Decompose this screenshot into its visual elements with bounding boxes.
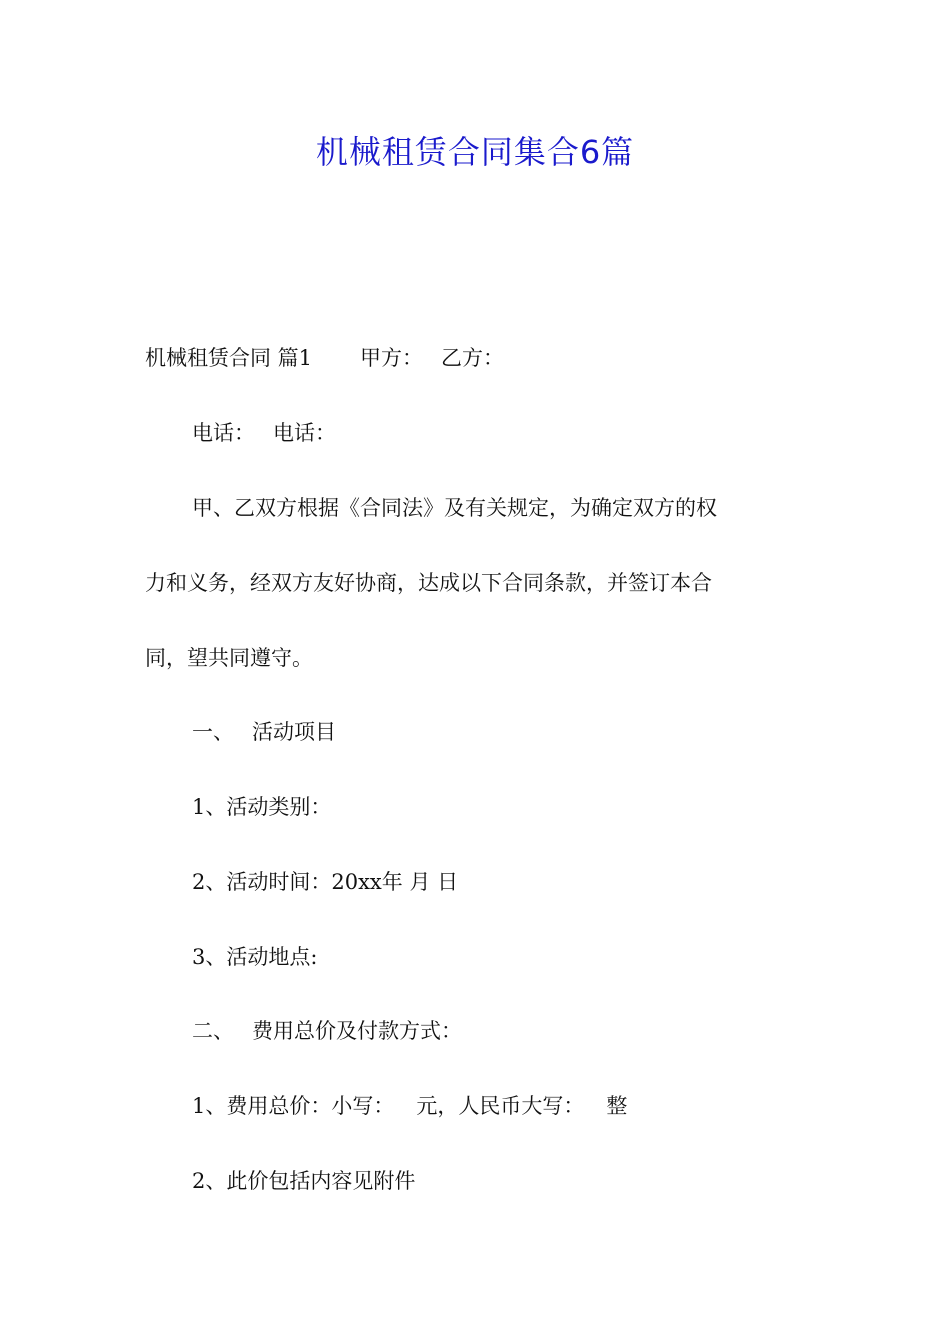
contract-heading-line (145, 343, 815, 373)
price-lowercase-label: 1、费用总价：小写： (192, 1094, 395, 1118)
paragraph-line: 甲、乙双方根据《合同法》及有关规定，为确定双方的权 (192, 496, 717, 520)
contract-section-title: 机械租赁合同 篇1 (145, 346, 313, 370)
document-title: 机械租赁合同集合6篇 (315, 133, 635, 171)
price-suffix: 整 (606, 1094, 628, 1118)
clause-line: 1、活动类别： (192, 795, 332, 819)
clause-line: 3、活动地点: (192, 945, 318, 969)
clause-line (192, 1091, 862, 1121)
party-b-label: 乙方： (441, 346, 505, 370)
section-number: 二、 (192, 1019, 234, 1043)
price-uppercase-label: 元，人民币大写： (416, 1094, 585, 1118)
paragraph-line: 同，望共同遵守。 (145, 646, 313, 670)
section-title: 活动项目 (252, 720, 336, 744)
clause-line: 2、此价包括内容见附件 (192, 1169, 416, 1193)
phone-line (192, 418, 862, 448)
party-b-phone-label: 电话： (273, 421, 336, 445)
party-a-label: 甲方： (360, 346, 424, 370)
section-title: 费用总价及付款方式： (252, 1019, 462, 1043)
section-heading-2 (192, 1016, 862, 1046)
section-heading-1 (192, 717, 862, 747)
section-number: 一、 (192, 720, 234, 744)
clause-line: 2、活动时间：20xx年 月 日 (192, 870, 459, 894)
paragraph-line: 力和义务，经双方友好协商，达成以下合同条款，并签订本合 (145, 571, 712, 595)
party-a-phone-label: 电话： (192, 421, 255, 445)
